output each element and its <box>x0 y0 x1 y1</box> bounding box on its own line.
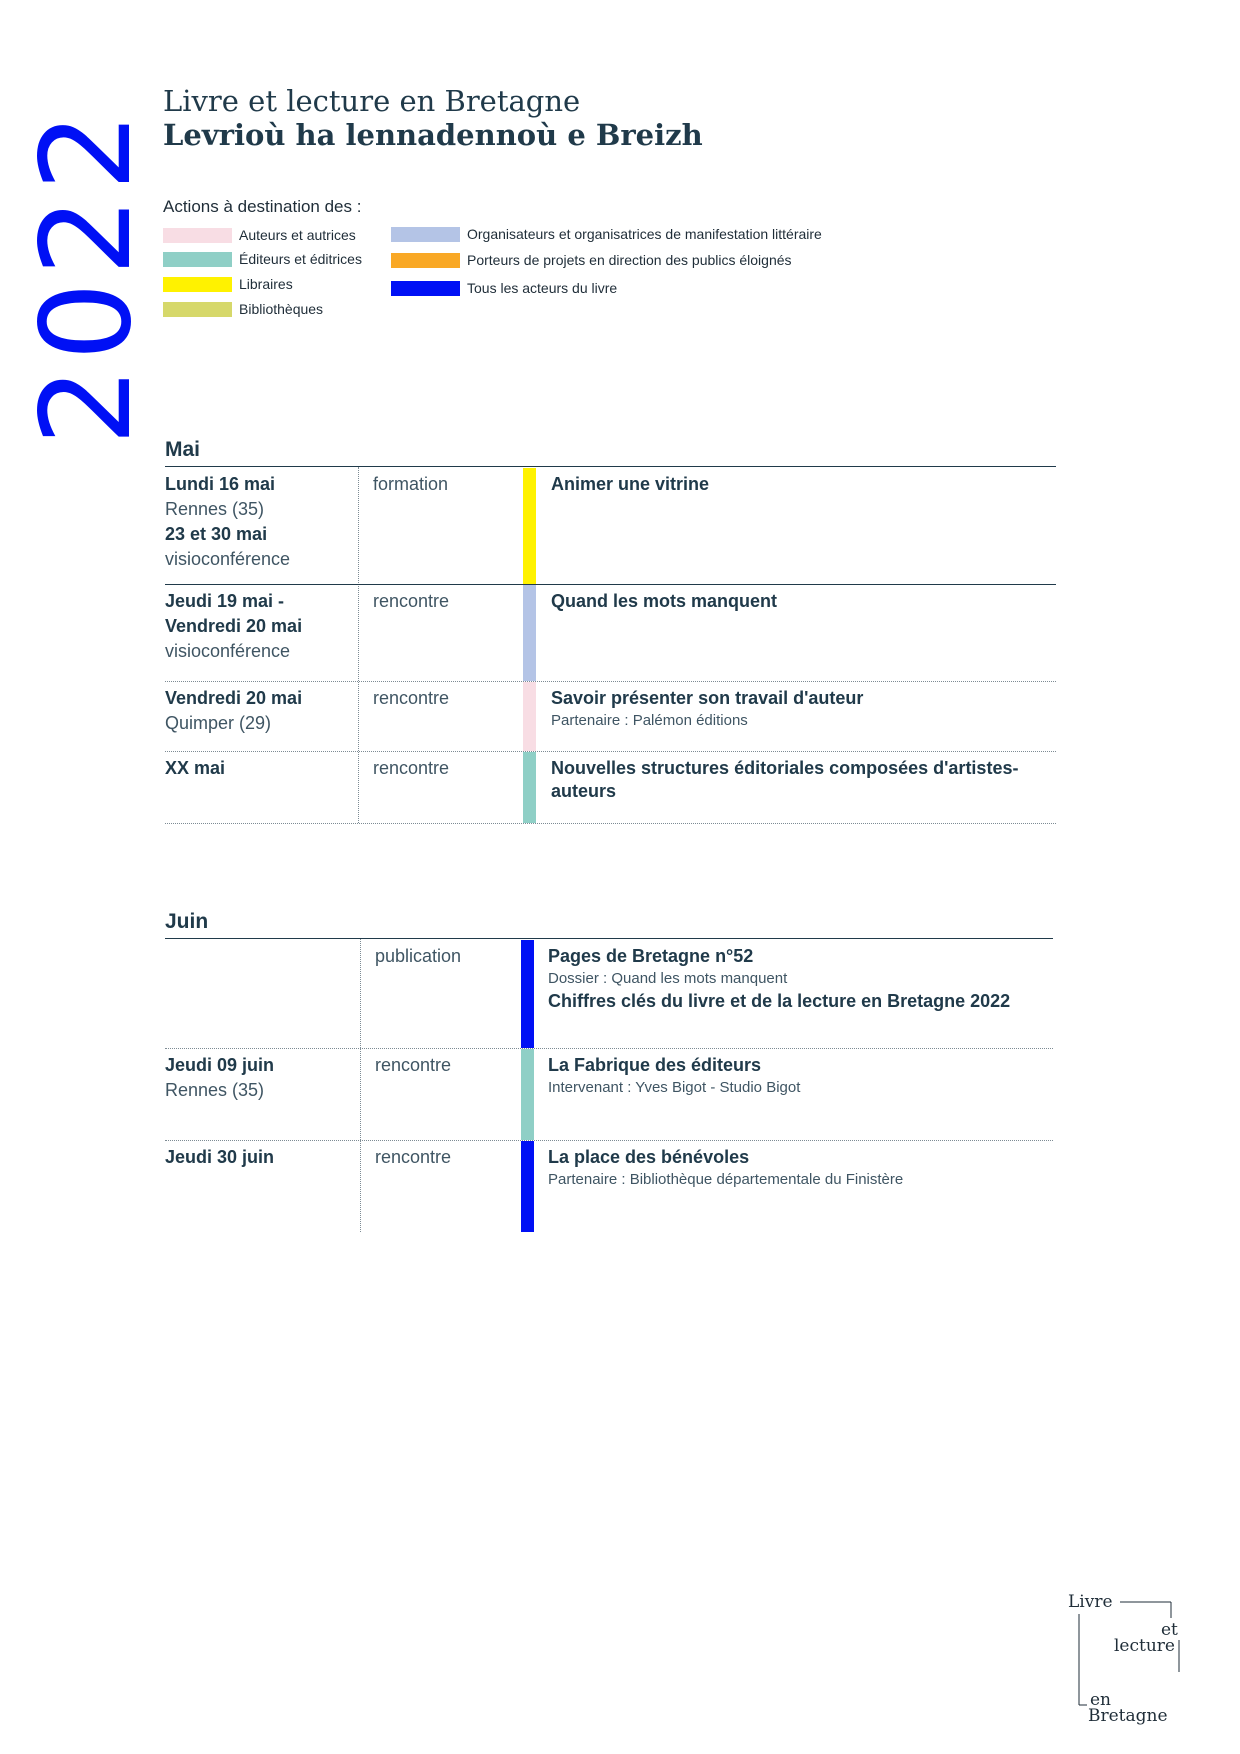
year-text: 2022 <box>15 106 159 446</box>
event-dates <box>165 756 225 781</box>
legend-swatch <box>163 228 232 243</box>
legend-label: Tous les acteurs du livre <box>467 280 618 296</box>
legend-title: Actions à destination des : <box>163 197 362 216</box>
legend-swatch <box>163 252 232 267</box>
legend-label: Auteurs et autrices <box>239 227 356 243</box>
event-title: Animer une vitrine <box>551 474 710 494</box>
row-divider <box>165 751 1056 752</box>
logo-word: Bretagne <box>1088 1706 1168 1726</box>
event-place: Quimper (29) <box>165 713 272 733</box>
event-date: Jeudi 30 juin <box>165 1147 275 1167</box>
row-divider <box>165 1140 1053 1141</box>
event-dates <box>165 589 302 664</box>
event-title-text: Pages de Bretagne n°52 <box>548 946 754 966</box>
event-speaker: Intervenant : Yves Bigot - Studio Bigot <box>548 1079 801 1096</box>
category-bar <box>521 1141 534 1232</box>
event-title-text: La Fabrique des éditeurs <box>548 1055 762 1075</box>
category-bar <box>523 752 536 823</box>
category-bar <box>523 468 536 584</box>
event-title-text: Savoir présenter son travail d'auteur <box>551 688 864 708</box>
legend-swatch <box>391 281 460 296</box>
row-divider <box>165 681 1056 682</box>
legend-swatch <box>163 302 232 317</box>
event-date: Jeudi 09 juin <box>165 1055 275 1075</box>
brand-logo <box>1068 1592 1190 1726</box>
year-label <box>15 96 159 456</box>
column-divider <box>358 467 359 823</box>
event-place: Rennes (35) <box>165 499 265 519</box>
legend-swatch <box>163 277 232 292</box>
event-type: rencontre <box>375 1055 452 1075</box>
month-rule <box>165 466 1056 467</box>
category-bar <box>521 1049 534 1140</box>
event-type: formation <box>373 474 449 494</box>
event-date: Vendredi 20 mai <box>165 616 303 636</box>
legend-label: Éditeurs et éditrices <box>239 251 362 267</box>
event-title <box>548 1054 1048 1099</box>
event-date: Lundi 16 mai <box>165 474 276 494</box>
event-title-text: La place des bénévoles <box>548 1147 750 1167</box>
category-bar <box>523 585 536 681</box>
category-bar <box>523 682 536 751</box>
event-place: visioconférence <box>165 641 291 661</box>
legend-swatch <box>391 227 460 242</box>
event-date: XX mai <box>165 758 226 778</box>
column-divider <box>360 939 361 1232</box>
logo-word: en <box>1090 1690 1112 1710</box>
event-title: Nouvelles structures éditoriales composées d'artistes-auteurs <box>551 758 1019 801</box>
month-title-juin: Juin <box>165 910 209 933</box>
event-place: Rennes (35) <box>165 1080 265 1100</box>
event-type: rencontre <box>375 1147 452 1167</box>
legend-swatch <box>391 253 460 268</box>
event-type: rencontre <box>373 758 450 778</box>
event-type: publication <box>375 946 462 966</box>
page-header <box>163 84 703 152</box>
event-date: Jeudi 19 mai - <box>165 591 285 611</box>
row-divider <box>165 823 1056 824</box>
event-dates <box>165 686 302 736</box>
logo-word: Livre <box>1068 1592 1113 1612</box>
event-title-text: Chiffres clés du livre et de la lecture en Bretagne 2022 <box>548 991 1011 1011</box>
title-french: Livre et lecture en Bretagne <box>163 84 581 118</box>
event-dates <box>165 1053 274 1103</box>
legend-label: Bibliothèques <box>239 301 324 317</box>
event-title <box>548 945 1048 1013</box>
title-breton: Levrioù ha lennadennoù e Breizh <box>163 118 703 152</box>
event-date: Vendredi 20 mai <box>165 688 303 708</box>
logo-word: lecture <box>1114 1636 1175 1656</box>
event-type: rencontre <box>373 591 450 611</box>
event-date: 23 et 30 mai <box>165 524 268 544</box>
legend-label: Porteurs de projets en direction des publics éloignés <box>467 252 792 268</box>
event-place: visioconférence <box>165 549 291 569</box>
month-rule <box>165 938 1053 939</box>
row-divider <box>165 1048 1053 1049</box>
event-title <box>551 687 1051 732</box>
event-type: rencontre <box>373 688 450 708</box>
event-dates <box>165 472 290 572</box>
logo-word: et <box>1161 1620 1178 1640</box>
category-bar <box>521 940 534 1048</box>
event-dates <box>165 1145 274 1170</box>
legend-label: Libraires <box>239 276 293 292</box>
event-title <box>548 1146 1048 1191</box>
month-title-mai: Mai <box>165 438 201 461</box>
row-rule <box>165 584 1056 585</box>
legend-label: Organisateurs et organisatrices de manifestation littéraire <box>467 226 822 242</box>
event-title: Quand les mots manquent <box>551 591 778 611</box>
event-partner: Partenaire : Bibliothèque départementale du Finistère <box>548 1171 904 1188</box>
event-dossier: Dossier : Quand les mots manquent <box>548 970 788 987</box>
event-partner: Partenaire : Palémon éditions <box>551 712 748 729</box>
